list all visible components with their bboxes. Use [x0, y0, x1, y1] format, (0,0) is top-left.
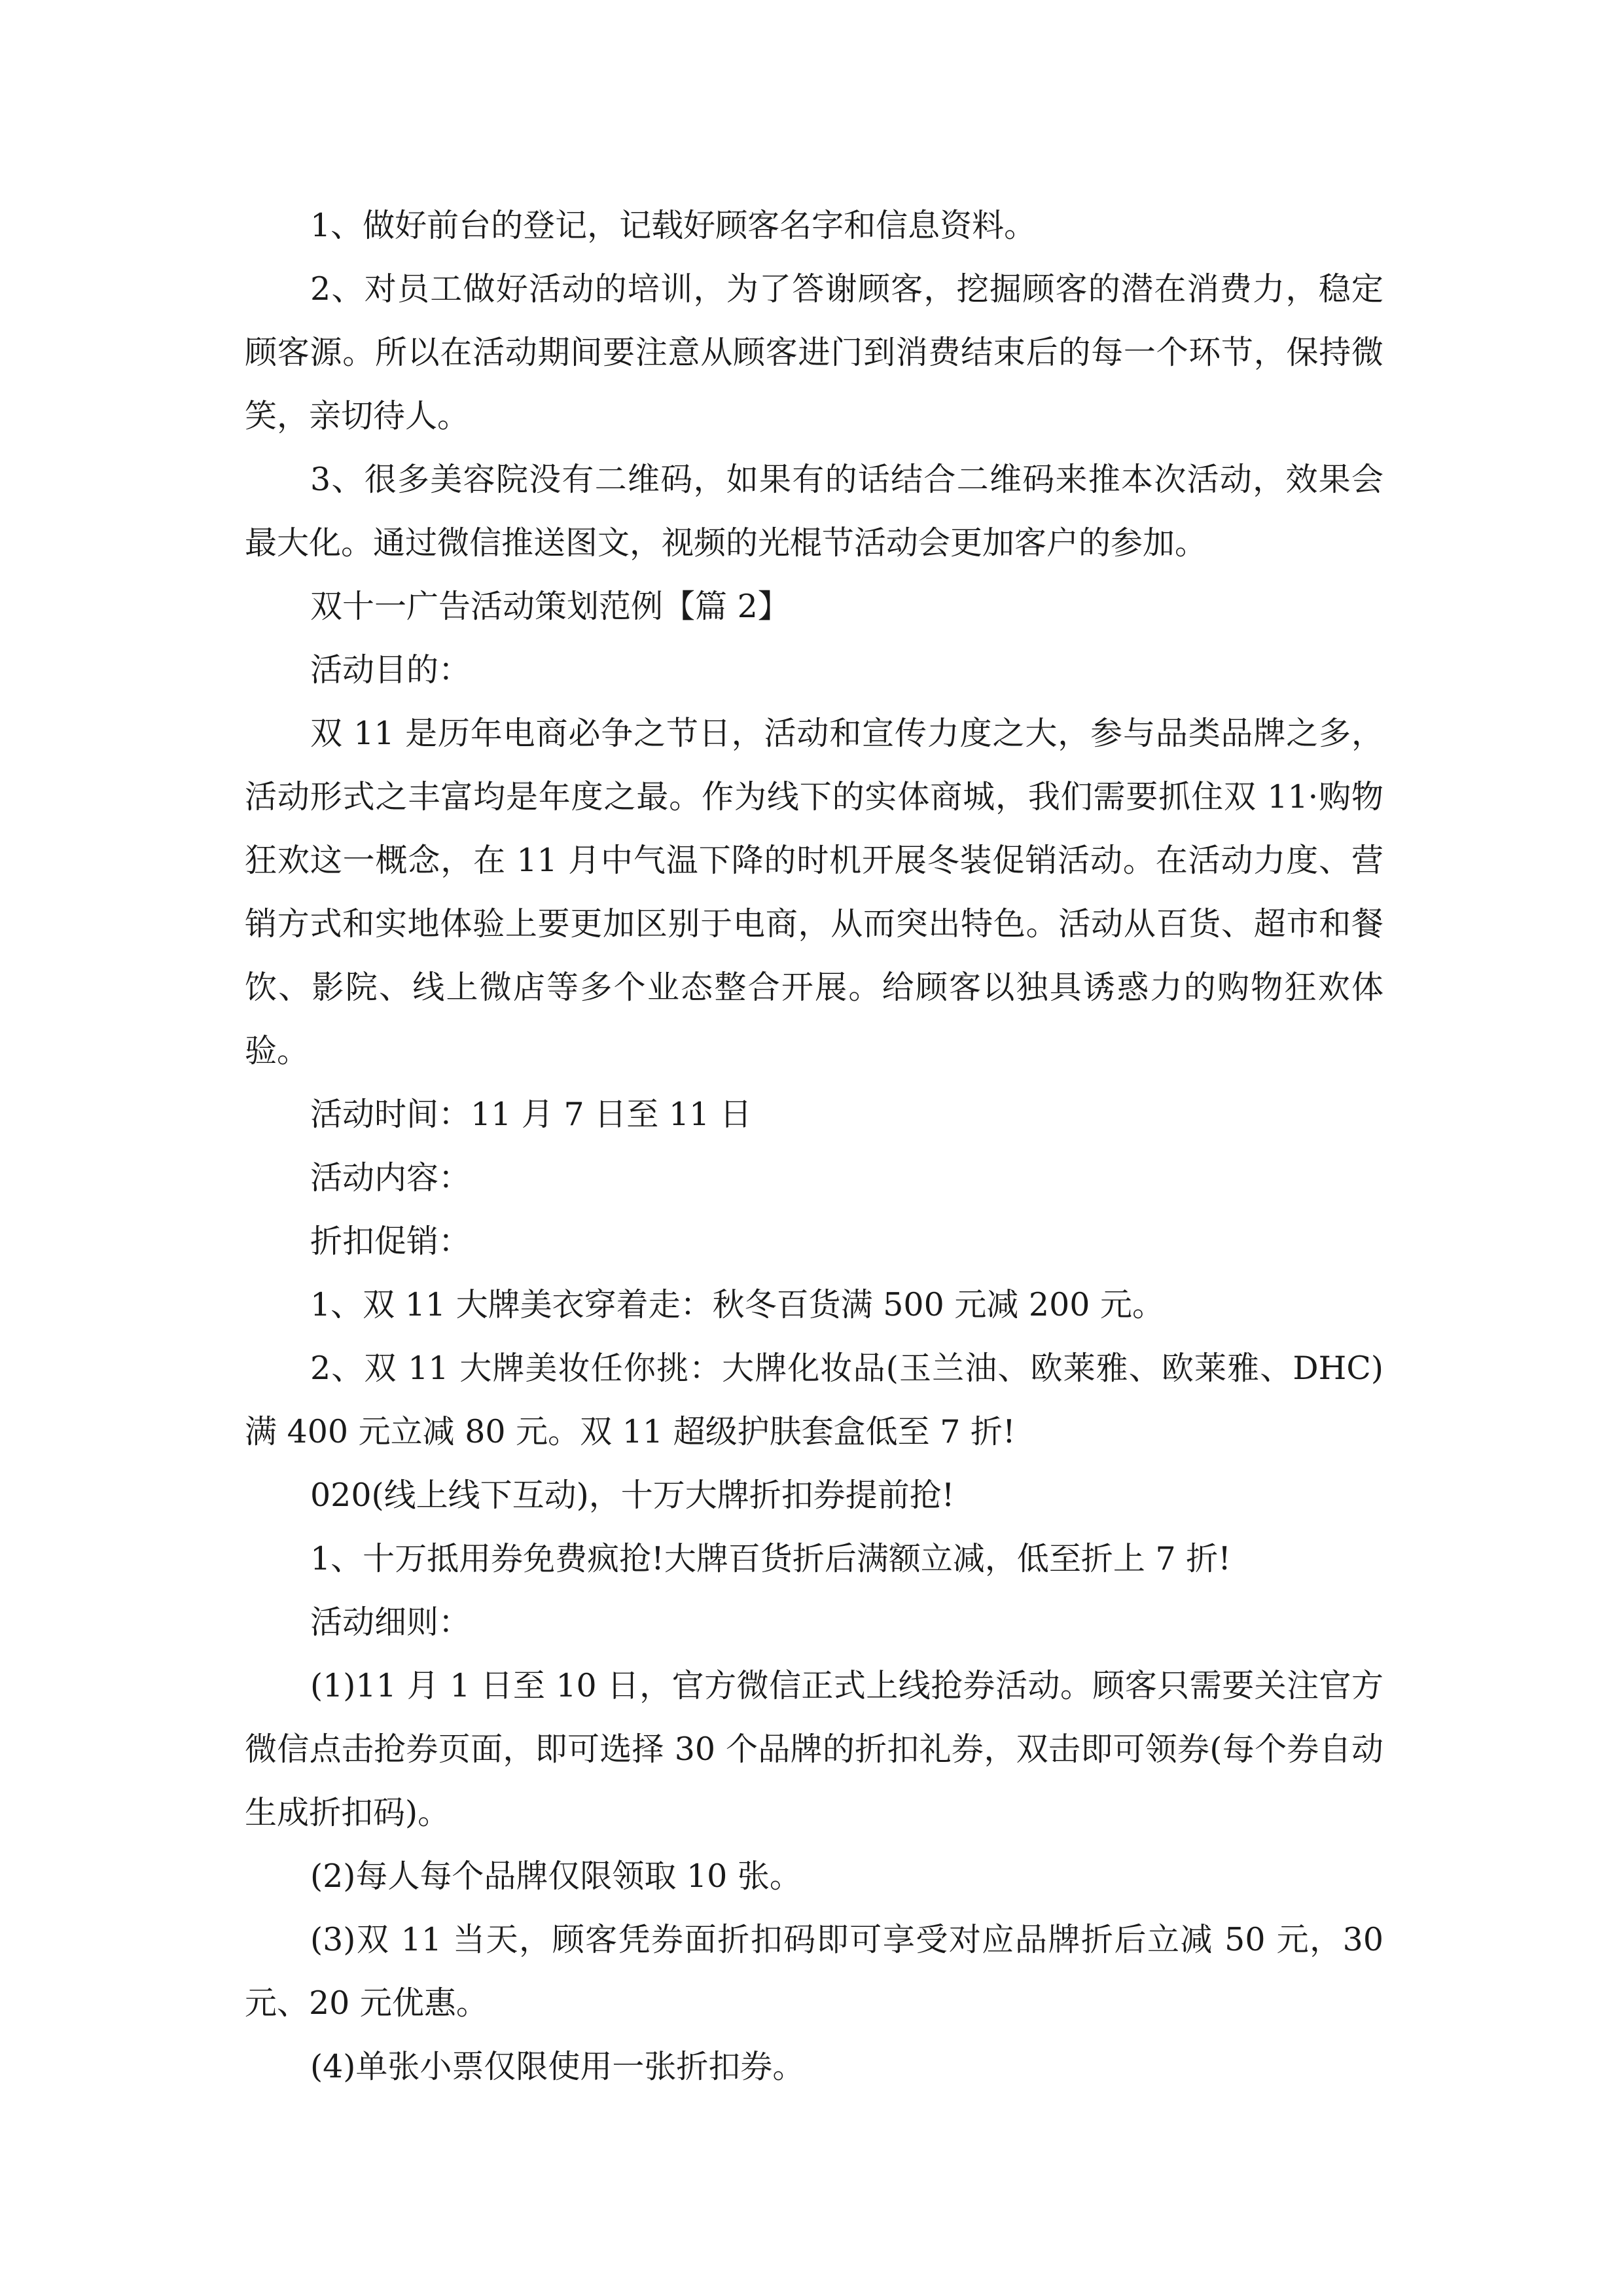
paragraph-time: 活动时间：11 月 7 日至 11 日: [310, 1096, 752, 1133]
label-purpose: 活动目的：: [310, 651, 471, 689]
label-rules: 活动细则：: [310, 1604, 471, 1641]
rule-item-1: (1)11 月 1 日至 10 日，官方微信正式上线抢券活动。顾客只需要关注官方微信点击抢券页面，即可选择 30 个品牌的折扣礼券，双击即可领券(每个券自动生成折扣码)。: [245, 1667, 1383, 1831]
document-body: [245, 194, 1383, 2098]
rule-item-3: (3)双 11 当天，顾客凭券面折扣码即可享受对应品牌折后立减 50 元，30 元、20 元优惠。: [245, 1921, 1383, 2022]
paragraph-item-1: 1、做好前台的登记，记载好顾客名字和信息资料。: [310, 207, 1037, 244]
label-content: 活动内容：: [310, 1159, 471, 1196]
label-discount: 折扣促销：: [310, 1223, 471, 1260]
rule-item-4: (4)单张小票仅限使用一张折扣券。: [310, 2048, 805, 2085]
paragraph-purpose: 双 11 是历年电商必争之节日，活动和宣传力度之大，参与品类品牌之多，活动形式之丰富均是年度之最。作为线下的实体商城，我们需要抓住双 11·购物狂欢这一概念，在 11 月中气温下降的时机开展冬装促销活动。在活动力度、营销方式和实地体验上要更加区别于电商，从而突出特色。活动从百货、超市和餐饮、影院、线上微店等多个业态整合开展。给顾客以独具诱惑力的购物狂欢体验。: [245, 715, 1383, 1069]
discount-item-1: 1、双 11 大牌美衣穿着走：秋冬百货满 500 元减 200 元。: [310, 1286, 1165, 1323]
section-heading: 双十一广告活动策划范例【篇 2】: [310, 588, 790, 625]
o2o-item-1: 1、十万抵用券免费疯抢!大牌百货折后满额立减，低至折上 7 折!: [310, 1540, 1231, 1577]
rule-item-2: (2)每人每个品牌仅限领取 10 张。: [310, 1857, 802, 1895]
paragraph-item-2: 2、对员工做好活动的培训，为了答谢顾客，挖掘顾客的潜在消费力，稳定顾客源。所以在活动期间要注意从顾客进门到消费结束后的每一个环节，保持微笑，亲切待人。: [245, 270, 1383, 435]
paragraph-item-3: 3、很多美容院没有二维码，如果有的话结合二维码来推本次活动，效果会最大化。通过微信推送图文，视频的光棍节活动会更加客户的参加。: [245, 461, 1383, 562]
discount-item-2: 2、双 11 大牌美妆任你挑：大牌化妆品(玉兰油、欧莱雅、欧莱雅、DHC)满 400 元立减 80 元。双 11 超级护肤套盒低至 7 折!: [245, 1350, 1383, 1450]
o2o-heading: 020(线上线下互动)，十万大牌折扣券提前抢!: [310, 1477, 955, 1514]
